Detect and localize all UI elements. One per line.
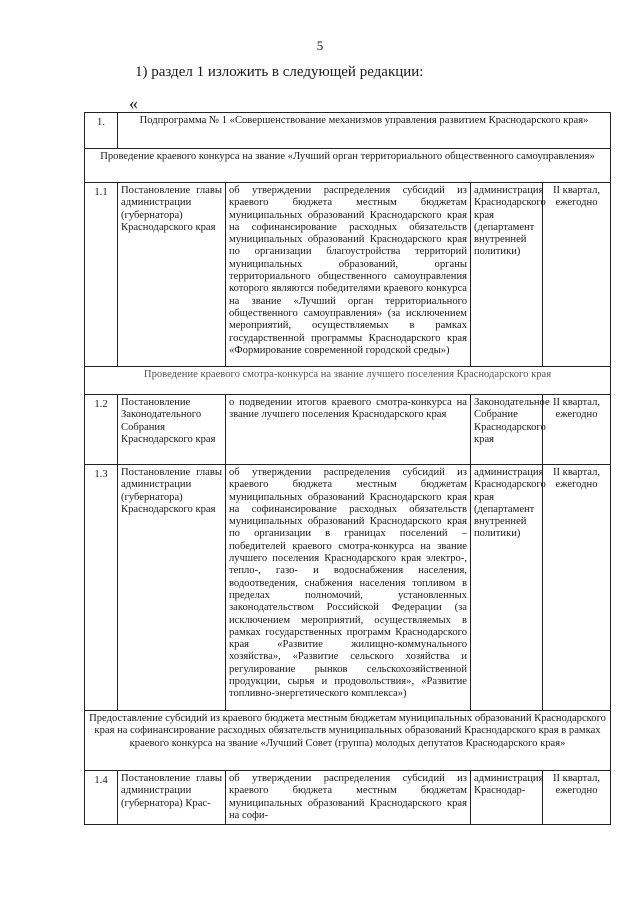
section-title: Проведение краевого конкурса на звание «Лучший орган территориального общественного самоуправления» (85, 149, 611, 183)
row-number: 1. (85, 113, 118, 149)
document-type: Постановление Законодательного Собрания Краснодарского края (118, 395, 226, 465)
executor: Законодательное Собрание Краснодарского края (471, 395, 543, 465)
document-type: Постановление главы администрации (губернатора) Крас- (118, 771, 226, 825)
measures-table (84, 112, 611, 825)
document-subject: об утверждении распределения субсидий из краевого бюджета местным бюджетам муниципальных образований Краснодарского края на софинансирование расходных обязательств муниципальных образований Краснодарского края по организации благоустройства территорий муниципальных образований, органы территориального общественного самоуправления которого являются победителями краевого конкурса на звание «Лучший орган территориального общественного самоуправления» (за исключением мероприятий, осуществляемых в рамках государственной программы Краснодарского края «Формирование современной городской среды») (226, 183, 471, 367)
deadline: II квартал, ежегодно (543, 395, 611, 465)
table-row (85, 395, 611, 465)
table-row (85, 771, 611, 825)
table-row (85, 183, 611, 367)
document-type: Постановление главы администрации (губернатора) Краснодарского края (118, 183, 226, 367)
section-row (85, 711, 611, 771)
document-subject: о подведении итогов краевого смотра-конкурса на звание лучшего поселения Краснодарского края (226, 395, 471, 465)
row-number: 1.2 (85, 395, 118, 465)
row-number: 1.1 (85, 183, 118, 367)
intro-text: 1) раздел 1 изложить в следующей редакции: (135, 64, 424, 80)
executor: администрация Краснодар- (471, 771, 543, 825)
section-title: Предоставление субсидий из краевого бюджета местным бюджетам муниципальных образований Краснодарского края на софинансирование расходных обязательств муниципальных образований Краснодарского края в рамках краевого конкурса на звание «Лучший Совет (группа) молодых депутатов Краснодарского края» (85, 711, 611, 771)
row-number: 1.4 (85, 771, 118, 825)
subprogram-title: Подпрограмма № 1 «Совершенствование механизмов управления развитием Краснодарского края» (118, 113, 611, 149)
row-number: 1.3 (85, 465, 118, 711)
executor: администрация Краснодарского края (департамент внутренней политики) (471, 465, 543, 711)
deadline: II квартал, ежегодно (543, 183, 611, 367)
document-subject: об утверждении распределения субсидий из краевого бюджета местным бюджетам муниципальных образований Краснодарского края на софинансирование расходных обязательств муниципальных образований Краснодарского края по организации в границах поселений – победителей краевого смотра-конкурса на звание лучшего поселения Краснодарского края электро-, тепло-, газо- и водоснабжения населения, водоотведения, снабжения населения топливом в пределах полномочий, установленных законодательством Российской Федерации (за исключением мероприятий, осуществляемых в рамках государственных программ Краснодарского края «Развитие жилищно-коммунального хозяйства», «Развитие сельского хозяйства и регулирование рынков сельскохозяйственной продукции, сырья и продовольствия», «Развитие топливно-энергетического комплекса») (226, 465, 471, 711)
table-row (85, 465, 611, 711)
executor: администрация Краснодарского края (департамент внутренней политики) (471, 183, 543, 367)
section-row (85, 367, 611, 395)
deadline: II квартал, ежегодно (543, 465, 611, 711)
section-title: Проведение краевого смотра-конкурса на звание лучшего поселения Краснодарского края (85, 367, 611, 395)
section-row (85, 149, 611, 183)
page-number: 5 (316, 38, 324, 53)
deadline: II квартал, ежегодно (543, 771, 611, 825)
opening-quote: « (129, 93, 138, 113)
document-type: Постановление главы администрации (губернатора) Краснодарского края (118, 465, 226, 711)
table-header-row (85, 113, 611, 149)
document-subject: об утверждении распределения субсидий из краевого бюджета местным бюджетам муниципальных образований Краснодарского края на софи- (226, 771, 471, 825)
